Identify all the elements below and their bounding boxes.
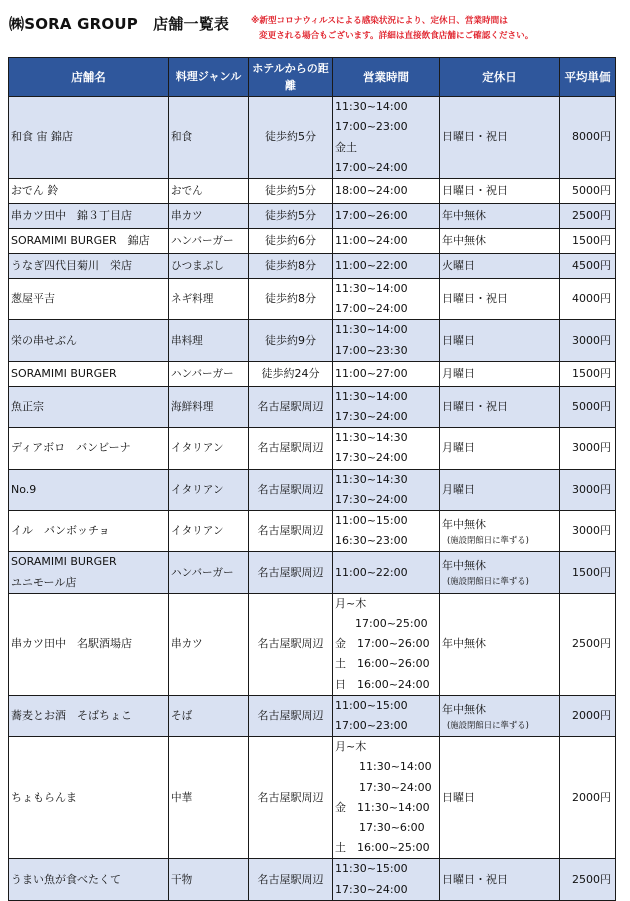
cell-closed-days (440, 204, 560, 229)
cell-average-price: 2000円 (560, 695, 616, 736)
cell-average-price: 1500円 (560, 361, 616, 386)
header-genre: 料理ジャンル (169, 58, 249, 97)
cell-distance: 徒歩約5分 (249, 204, 333, 229)
cell-hours (333, 179, 440, 204)
cell-hours (333, 593, 440, 695)
table-row (9, 320, 616, 361)
store-name-line: うまい魚が食べたくて (11, 872, 121, 886)
closed-days-line: 年中無休 (442, 559, 486, 573)
table-row (9, 97, 616, 179)
closed-days-line: 日曜日・祝日 (442, 872, 508, 886)
store-name-line: SORAMIMI BURGER (11, 555, 117, 569)
cell-hours (333, 97, 440, 179)
hours-line: 金土 (335, 140, 357, 154)
cell-closed-days (440, 469, 560, 510)
hours-line: 金 11:30~14:00 (335, 800, 430, 814)
hours-line: 18:00~24:00 (335, 183, 408, 197)
cell-genre: 串カツ (169, 593, 249, 695)
cell-closed-days (440, 254, 560, 279)
table-row (9, 511, 616, 552)
hours-line: 土 16:00~26:00 (335, 657, 430, 671)
cell-genre: ひつまぶし (169, 254, 249, 279)
cell-genre: 串料理 (169, 320, 249, 361)
table-row (9, 593, 616, 695)
cell-average-price: 2500円 (560, 593, 616, 695)
cell-store-name (9, 254, 169, 279)
cell-average-price: 2500円 (560, 859, 616, 900)
cell-store-name (9, 737, 169, 859)
cell-store-name (9, 469, 169, 510)
cell-store-name (9, 97, 169, 179)
cell-distance: 徒歩約9分 (249, 320, 333, 361)
hours-line: 日 16:00~24:00 (335, 677, 430, 691)
table-row (9, 859, 616, 900)
store-name-line: おでん 鈴 (11, 183, 59, 197)
closed-days-line: 日曜日 (442, 790, 475, 804)
notice-line: ※新型コロナウィルスによる感染状況により、定休日、営業時間は (251, 16, 508, 26)
hours-line: 17:30~24:00 (335, 451, 408, 465)
cell-closed-days (440, 428, 560, 469)
hours-line: 月~木 (335, 596, 367, 610)
cell-closed-days (440, 552, 560, 593)
closed-days-line: 月曜日 (442, 441, 475, 455)
table-row (9, 229, 616, 254)
cell-closed-days (440, 229, 560, 254)
hours-line: 11:30~15:00 (335, 862, 408, 876)
hours-line: 11:00~15:00 (335, 514, 408, 528)
header-store-name: 店舗名 (9, 58, 169, 97)
cell-genre: イタリアン (169, 469, 249, 510)
cell-genre: ネギ料理 (169, 279, 249, 320)
store-name-line: ディアボロ バンビーナ (11, 441, 131, 455)
closed-days-line: 年中無休 (442, 702, 486, 716)
cell-store-name (9, 179, 169, 204)
closed-days-line: 月曜日 (442, 366, 475, 380)
cell-distance: 名古屋駅周辺 (249, 695, 333, 736)
cell-distance: 名古屋駅周辺 (249, 859, 333, 900)
closed-days-line: 日曜日・祝日 (442, 130, 508, 144)
table-row (9, 469, 616, 510)
cell-average-price: 4000円 (560, 279, 616, 320)
cell-hours (333, 859, 440, 900)
cell-store-name (9, 593, 169, 695)
cell-genre: イタリアン (169, 511, 249, 552)
closed-days-line: 月曜日 (442, 482, 475, 496)
store-name-line: ちょもらんま (11, 790, 77, 804)
cell-genre: 中華 (169, 737, 249, 859)
closed-days-line: 火曜日 (442, 258, 475, 272)
cell-genre: ハンバーガー (169, 552, 249, 593)
closed-days-line: 年中無休 (442, 637, 486, 651)
store-name-line: 葱屋平吉 (11, 292, 55, 306)
table-row (9, 254, 616, 279)
cell-average-price: 8000円 (560, 97, 616, 179)
header-distance: ホテルからの距離 (249, 58, 333, 97)
cell-average-price: 3000円 (560, 469, 616, 510)
cell-store-name (9, 695, 169, 736)
cell-average-price: 4500円 (560, 254, 616, 279)
store-name-line: 栄の串せぶん (11, 333, 77, 347)
cell-distance: 徒歩約8分 (249, 254, 333, 279)
cell-hours (333, 386, 440, 427)
cell-hours (333, 229, 440, 254)
store-name-line: 蕎麦とお酒 そばちょこ (11, 708, 132, 722)
closed-days-line: 日曜日・祝日 (442, 292, 508, 306)
cell-average-price: 2500円 (560, 204, 616, 229)
cell-hours (333, 511, 440, 552)
cell-average-price: 5000円 (560, 179, 616, 204)
cell-hours (333, 279, 440, 320)
closed-days-line: 日曜日・祝日 (442, 183, 508, 197)
cell-closed-days (440, 737, 560, 859)
cell-average-price: 1500円 (560, 229, 616, 254)
cell-distance: 徒歩約24分 (249, 361, 333, 386)
cell-closed-days (440, 179, 560, 204)
closed-days-line: (施設閉館日に準ずる) (447, 534, 529, 545)
store-name-line: うなぎ四代目菊川 栄店 (11, 258, 132, 272)
table-row (9, 386, 616, 427)
cell-distance: 徒歩約5分 (249, 97, 333, 179)
table-row (9, 204, 616, 229)
closed-days-line: 日曜日・祝日 (442, 399, 508, 413)
cell-closed-days (440, 279, 560, 320)
store-name-line: No.9 (11, 482, 37, 496)
table-row (9, 279, 616, 320)
table-row (9, 361, 616, 386)
cell-distance: 名古屋駅周辺 (249, 552, 333, 593)
cell-distance: 名古屋駅周辺 (249, 511, 333, 552)
hours-line: 土 16:00~25:00 (335, 841, 430, 855)
cell-store-name (9, 386, 169, 427)
hours-line: 17:30~24:00 (335, 410, 408, 424)
cell-average-price: 2000円 (560, 737, 616, 859)
cell-hours (333, 552, 440, 593)
table-body (9, 97, 616, 901)
closed-days-line: (施設閉館日に準ずる) (447, 576, 529, 587)
hours-line: 11:00~24:00 (335, 233, 408, 247)
hours-line: 金 17:00~26:00 (335, 637, 430, 651)
table-row (9, 737, 616, 859)
hours-line: 11:30~14:00 (335, 282, 408, 295)
hours-line: 11:00~22:00 (335, 258, 408, 272)
cell-distance: 徒歩約8分 (249, 279, 333, 320)
table-header-row (9, 58, 616, 97)
cell-genre: おでん (169, 179, 249, 204)
closed-days-line: 年中無休 (442, 208, 486, 222)
cell-store-name (9, 361, 169, 386)
cell-closed-days (440, 97, 560, 179)
hours-line: 17:30~6:00 (359, 821, 425, 835)
cell-distance: 徒歩約6分 (249, 229, 333, 254)
cell-hours (333, 469, 440, 510)
cell-closed-days (440, 511, 560, 552)
cell-store-name (9, 204, 169, 229)
cell-genre: 干物 (169, 859, 249, 900)
header-closed-days: 定休日 (440, 58, 560, 97)
cell-average-price: 3000円 (560, 320, 616, 361)
cell-hours (333, 428, 440, 469)
cell-average-price: 5000円 (560, 386, 616, 427)
hours-line: 11:30~14:00 (335, 323, 408, 337)
cell-genre: ハンバーガー (169, 229, 249, 254)
store-name-line: 和食 宙 錦店 (11, 130, 73, 144)
covid-notice (251, 14, 533, 44)
closed-days-line: 年中無休 (442, 517, 486, 531)
store-name-line: 串カツ田中 名駅酒場店 (11, 637, 132, 651)
store-name-line: イル バンボッチョ (11, 524, 110, 538)
store-list-table (8, 57, 616, 901)
table-row (9, 428, 616, 469)
cell-store-name (9, 428, 169, 469)
cell-hours (333, 695, 440, 736)
hours-line: 17:00~25:00 (355, 617, 428, 631)
hours-line: 16:30~23:00 (335, 534, 408, 548)
hours-line: 月~木 (335, 740, 367, 754)
hours-line: 17:00~24:00 (335, 302, 408, 316)
table-row (9, 552, 616, 593)
cell-genre: そば (169, 695, 249, 736)
store-name-line: ユニモール店 (11, 575, 77, 589)
cell-store-name (9, 279, 169, 320)
page-title: ㈱SORA GROUP 店舗一覧表 (9, 15, 230, 33)
hours-line: 17:30~24:00 (335, 492, 408, 506)
store-name-line: SORAMIMI BURGER (11, 366, 117, 380)
store-name-line: 魚正宗 (11, 399, 44, 413)
cell-distance: 名古屋駅周辺 (249, 737, 333, 859)
cell-store-name (9, 552, 169, 593)
hours-line: 17:00~26:00 (335, 208, 408, 222)
cell-genre: イタリアン (169, 428, 249, 469)
cell-average-price: 3000円 (560, 428, 616, 469)
cell-distance: 名古屋駅周辺 (249, 593, 333, 695)
cell-store-name (9, 511, 169, 552)
cell-hours (333, 320, 440, 361)
cell-distance: 徒歩約5分 (249, 179, 333, 204)
hours-line: 17:00~23:00 (335, 120, 408, 134)
hours-line: 11:30~14:00 (335, 389, 408, 403)
cell-closed-days (440, 320, 560, 361)
cell-genre: 串カツ (169, 204, 249, 229)
hours-line: 17:30~24:00 (359, 780, 432, 794)
hours-line: 11:00~22:00 (335, 565, 408, 579)
hours-line: 17:30~24:00 (335, 882, 408, 896)
hours-line: 11:30~14:30 (335, 431, 408, 445)
cell-distance: 名古屋駅周辺 (249, 386, 333, 427)
store-name-line: 串カツ田中 錦３丁目店 (11, 208, 132, 222)
cell-hours (333, 254, 440, 279)
cell-closed-days (440, 386, 560, 427)
cell-closed-days (440, 695, 560, 736)
cell-genre: ハンバーガー (169, 361, 249, 386)
cell-genre: 海鮮料理 (169, 386, 249, 427)
header-hours: 営業時間 (333, 58, 440, 97)
cell-genre: 和食 (169, 97, 249, 179)
cell-store-name (9, 229, 169, 254)
cell-closed-days (440, 361, 560, 386)
hours-line: 17:00~23:00 (335, 719, 408, 733)
hours-line: 17:00~23:30 (335, 343, 408, 357)
closed-days-line: 日曜日 (442, 333, 475, 347)
cell-store-name (9, 320, 169, 361)
closed-days-line: (施設閉館日に準ずる) (447, 719, 529, 730)
cell-distance: 名古屋駅周辺 (249, 428, 333, 469)
table-row (9, 179, 616, 204)
hours-line: 11:00~27:00 (335, 366, 408, 380)
cell-average-price: 1500円 (560, 552, 616, 593)
header-average-price: 平均単価 (560, 58, 616, 97)
store-name-line: SORAMIMI BURGER 錦店 (11, 233, 150, 247)
closed-days-line: 年中無休 (442, 233, 486, 247)
cell-closed-days (440, 859, 560, 900)
hours-line: 11:30~14:30 (335, 472, 408, 486)
cell-distance: 名古屋駅周辺 (249, 469, 333, 510)
cell-average-price: 3000円 (560, 511, 616, 552)
hours-line: 11:30~14:00 (359, 760, 432, 774)
notice-line: 変更される場合もございます。詳細は直接飲食店舗にご確認ください。 (259, 31, 534, 41)
table-row (9, 695, 616, 736)
hours-line: 17:00~24:00 (335, 160, 408, 174)
cell-hours (333, 361, 440, 386)
hours-line: 11:00~15:00 (335, 698, 408, 712)
cell-closed-days (440, 593, 560, 695)
hours-line: 11:30~14:00 (335, 100, 408, 114)
cell-store-name (9, 859, 169, 900)
cell-hours (333, 737, 440, 859)
cell-hours (333, 204, 440, 229)
